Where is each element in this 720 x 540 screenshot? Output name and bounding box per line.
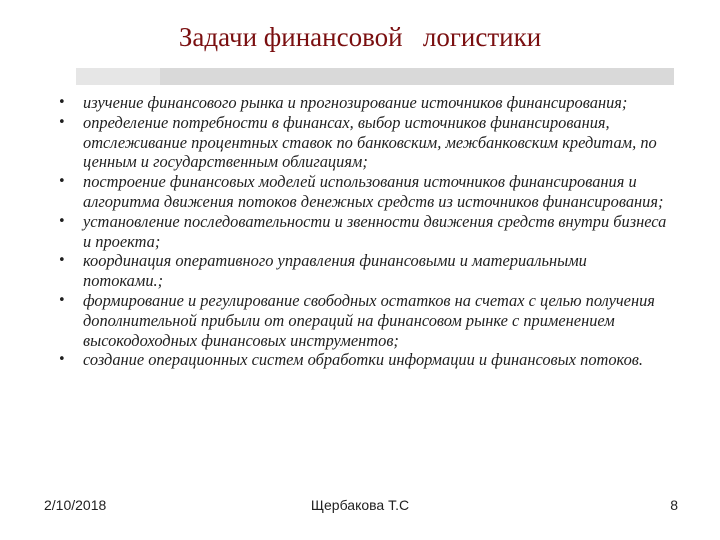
list-item-text: определение потребности в финансах, выбор источников финансирования, отслеживание процентных ставок по банковским, межбанковским кредитам, по ценным и государственным облигациям;	[83, 112, 657, 172]
list-item-text: координация оперативного управления финансовыми и материальными потоками.;	[83, 251, 587, 291]
bullet-icon: •	[58, 352, 66, 368]
list-item-text: создание операционных систем обработки информации и финансовых потоков.	[83, 350, 643, 370]
list-item-text: построение финансовых моделей использования источников финансирования и алгоритма движения потоков денежных средств из источников финансирования;	[83, 172, 664, 211]
title-underline-bar	[76, 68, 674, 85]
slide-title: Задачи финансовой логистики	[178, 22, 542, 52]
bullet-icon: •	[58, 292, 66, 308]
footer-page-number: 8	[670, 497, 678, 513]
bullet-icon: •	[58, 213, 66, 229]
bullet-list	[50, 93, 670, 370]
bullet-icon: •	[58, 253, 66, 269]
bullet-icon: •	[58, 114, 66, 130]
list-item-text: изучение финансового рынка и прогнозирование источников финансирования;	[83, 93, 628, 112]
list-item-text: установление последовательности и звенности движения средств внутри бизнеса и проекта;	[83, 211, 667, 251]
list-item	[50, 172, 670, 212]
list-item	[50, 93, 670, 113]
list-item	[50, 113, 670, 172]
list-item	[50, 212, 670, 252]
title-underline-bar-accent	[76, 68, 160, 85]
footer-date: 2/10/2018	[44, 497, 107, 513]
bullet-icon: •	[58, 174, 66, 190]
list-item-text: формирование и регулирование свободных остатков на счетах с целью получения дополнительной прибыли от операций на финансовом рынке с применением высокодоходных финансовых инструментов;	[83, 290, 655, 350]
bullet-icon: •	[58, 95, 66, 110]
list-item	[50, 251, 670, 291]
list-item	[50, 291, 670, 350]
list-item	[50, 350, 670, 370]
footer-author: Щербакова Т.С	[310, 497, 410, 513]
